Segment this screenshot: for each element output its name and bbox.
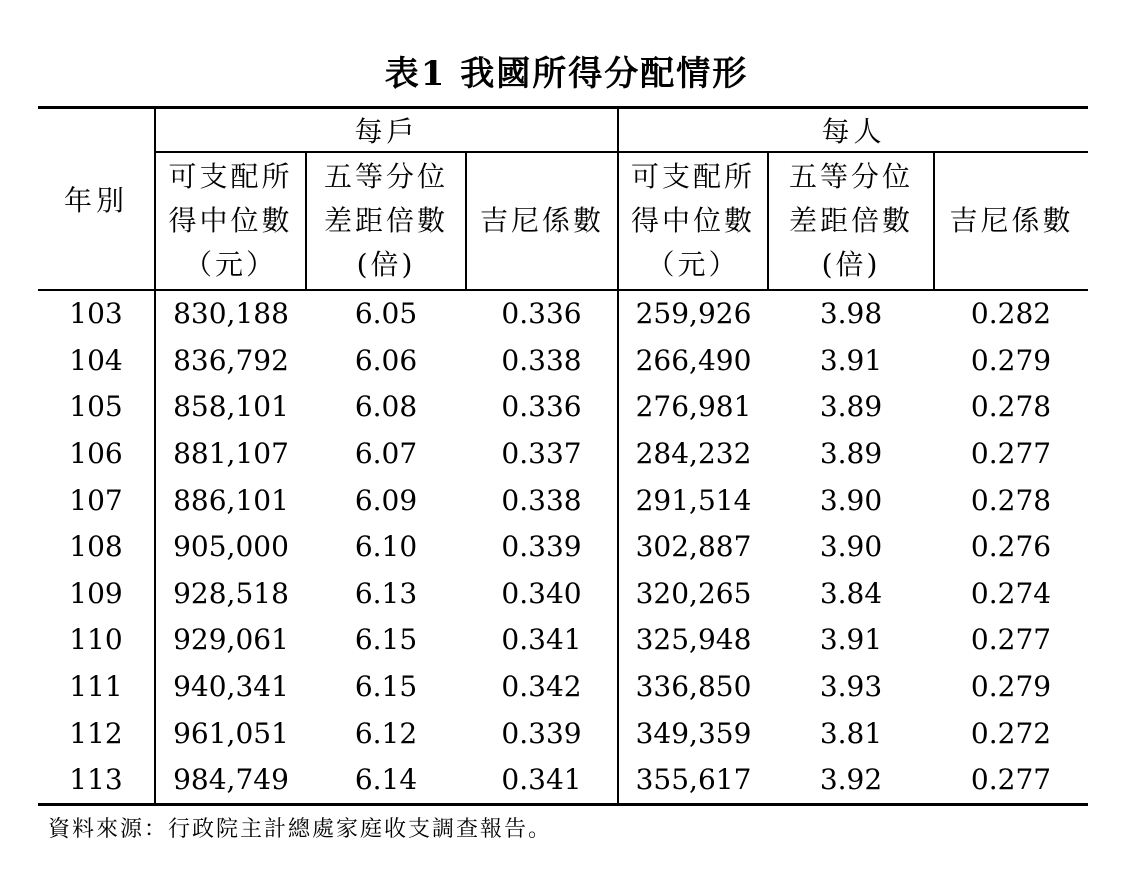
year-cell: 112 xyxy=(69,716,123,750)
table-row xyxy=(38,337,1088,384)
income-distribution-table xyxy=(38,106,1088,806)
header-line: 得中位數 xyxy=(631,203,756,237)
person-quintile-cell: 3.84 xyxy=(819,576,883,610)
table-row xyxy=(38,523,1088,570)
person-gini-cell: 0.278 xyxy=(970,390,1052,424)
person-quintile-cell: 3.89 xyxy=(819,390,883,424)
year-cell: 105 xyxy=(69,390,123,424)
person-median-cell: 320,265 xyxy=(618,570,768,617)
year-cell: 104 xyxy=(69,343,123,377)
household-quintile-cell: 6.15 xyxy=(354,670,418,704)
household-median-cell: 929,061 xyxy=(155,617,306,664)
household-quintile-cell: 6.06 xyxy=(354,343,418,377)
person-median-cell: 259,926 xyxy=(618,290,768,338)
person-median-cell: 355,617 xyxy=(618,756,768,804)
header-line: 差距倍數 xyxy=(323,203,448,237)
household-median-cell: 881,107 xyxy=(155,430,306,477)
table-row xyxy=(38,430,1088,477)
household-quintile-cell: 6.14 xyxy=(306,756,466,804)
year-cell: 103 xyxy=(69,297,123,331)
household-gini-header xyxy=(466,152,618,290)
household-quintile-cell: 6.05 xyxy=(354,297,418,331)
year-cell: 109 xyxy=(69,576,123,610)
person-median-cell: 302,887 xyxy=(618,523,768,570)
household-gini-cell: 0.337 xyxy=(501,437,582,471)
household-gini-cell: 0.341 xyxy=(466,756,618,804)
header-line: 五等分位 xyxy=(323,159,448,193)
year-cell: 108 xyxy=(69,530,123,564)
household-quintile-cell: 6.09 xyxy=(354,483,418,517)
household-median-cell: 830,188 xyxy=(155,290,306,338)
household-median-cell: 961,051 xyxy=(155,710,306,757)
table-row xyxy=(38,756,1088,804)
person-gini-cell: 0.277 xyxy=(970,623,1052,657)
person-median-cell: 349,359 xyxy=(618,710,768,757)
household-median-cell: 905,000 xyxy=(155,523,306,570)
person-group-header: 每人 xyxy=(618,108,1088,152)
household-gini-cell: 0.340 xyxy=(501,576,582,610)
table-row xyxy=(38,384,1088,431)
household-gini-cell: 0.342 xyxy=(501,670,582,704)
household-gini-cell: 0.339 xyxy=(501,530,582,564)
header-line: (倍) xyxy=(821,247,881,281)
person-quintile-cell: 3.93 xyxy=(819,670,883,704)
household-quintile-cell: 6.12 xyxy=(354,716,418,750)
person-gini-cell: 0.277 xyxy=(970,437,1052,471)
person-quintile-cell: 3.92 xyxy=(768,756,934,804)
person-quintile-cell: 3.81 xyxy=(819,716,883,750)
household-gini-cell: 0.336 xyxy=(501,297,582,331)
household-group-header: 每戶 xyxy=(155,108,618,152)
header-line: 可支配所 xyxy=(631,159,756,193)
header-line: 差距倍數 xyxy=(789,203,914,237)
header-line: 五等分位 xyxy=(789,159,914,193)
person-median-header xyxy=(618,152,768,290)
table-row xyxy=(38,570,1088,617)
person-median-cell: 336,850 xyxy=(618,663,768,710)
year-cell: 107 xyxy=(69,483,123,517)
year-cell: 106 xyxy=(69,437,123,471)
person-gini-cell: 0.278 xyxy=(970,483,1052,517)
person-median-cell: 284,232 xyxy=(618,430,768,477)
person-quintile-header xyxy=(768,152,934,290)
household-gini-cell: 0.338 xyxy=(501,343,582,377)
household-median-cell: 928,518 xyxy=(155,570,306,617)
person-quintile-cell: 3.89 xyxy=(819,437,883,471)
person-gini-cell: 0.279 xyxy=(970,343,1052,377)
header-group-row xyxy=(38,108,1088,152)
header-line: 吉尼係數 xyxy=(480,203,605,237)
header-line: （元） xyxy=(183,247,277,281)
header-line: (倍) xyxy=(356,247,416,281)
table-title: 表1 我國所得分配情形 xyxy=(384,54,749,94)
household-median-cell: 984,749 xyxy=(155,756,306,804)
header-line: 可支配所 xyxy=(168,159,293,193)
table-row xyxy=(38,710,1088,757)
person-median-cell: 325,948 xyxy=(618,617,768,664)
household-gini-cell: 0.339 xyxy=(501,716,582,750)
person-median-cell: 291,514 xyxy=(618,477,768,524)
person-gini-cell: 0.279 xyxy=(970,670,1052,704)
header-line: 得中位數 xyxy=(168,203,293,237)
header-line: （元） xyxy=(646,247,740,281)
year-header: 年別 xyxy=(38,108,155,290)
person-quintile-cell: 3.91 xyxy=(819,343,883,377)
table-row xyxy=(38,663,1088,710)
household-median-header xyxy=(155,152,306,290)
household-quintile-cell: 6.08 xyxy=(354,390,418,424)
household-median-cell: 858,101 xyxy=(155,384,306,431)
source-note: 資料來源：行政院主計總處家庭收支調查報告。 xyxy=(48,817,553,842)
household-quintile-cell: 6.07 xyxy=(354,437,418,471)
household-gini-cell: 0.336 xyxy=(501,390,582,424)
year-cell: 111 xyxy=(69,670,123,704)
table-row xyxy=(38,477,1088,524)
table-row xyxy=(38,617,1088,664)
person-median-cell: 276,981 xyxy=(618,384,768,431)
person-gini-cell: 0.276 xyxy=(970,530,1052,564)
household-median-cell: 886,101 xyxy=(155,477,306,524)
table-body xyxy=(38,290,1088,805)
person-gini-cell: 0.272 xyxy=(970,716,1052,750)
header-line: 吉尼係數 xyxy=(949,203,1074,237)
person-gini-cell: 0.274 xyxy=(970,576,1052,610)
person-quintile-cell: 3.98 xyxy=(819,297,883,331)
person-gini-cell: 0.277 xyxy=(934,756,1088,804)
household-quintile-header xyxy=(306,152,466,290)
year-cell: 110 xyxy=(69,623,123,657)
person-median-cell: 266,490 xyxy=(618,337,768,384)
person-gini-header xyxy=(934,152,1088,290)
household-gini-cell: 0.341 xyxy=(501,623,582,657)
household-gini-cell: 0.338 xyxy=(501,483,582,517)
table-row xyxy=(38,290,1088,338)
person-gini-cell: 0.282 xyxy=(970,297,1052,331)
person-quintile-cell: 3.90 xyxy=(819,483,883,517)
header-sub-row xyxy=(38,152,1088,290)
household-quintile-cell: 6.13 xyxy=(354,576,418,610)
household-quintile-cell: 6.10 xyxy=(354,530,418,564)
person-quintile-cell: 3.91 xyxy=(819,623,883,657)
person-quintile-cell: 3.90 xyxy=(819,530,883,564)
household-quintile-cell: 6.15 xyxy=(354,623,418,657)
year-cell: 113 xyxy=(38,756,155,804)
household-median-cell: 940,341 xyxy=(155,663,306,710)
household-median-cell: 836,792 xyxy=(155,337,306,384)
